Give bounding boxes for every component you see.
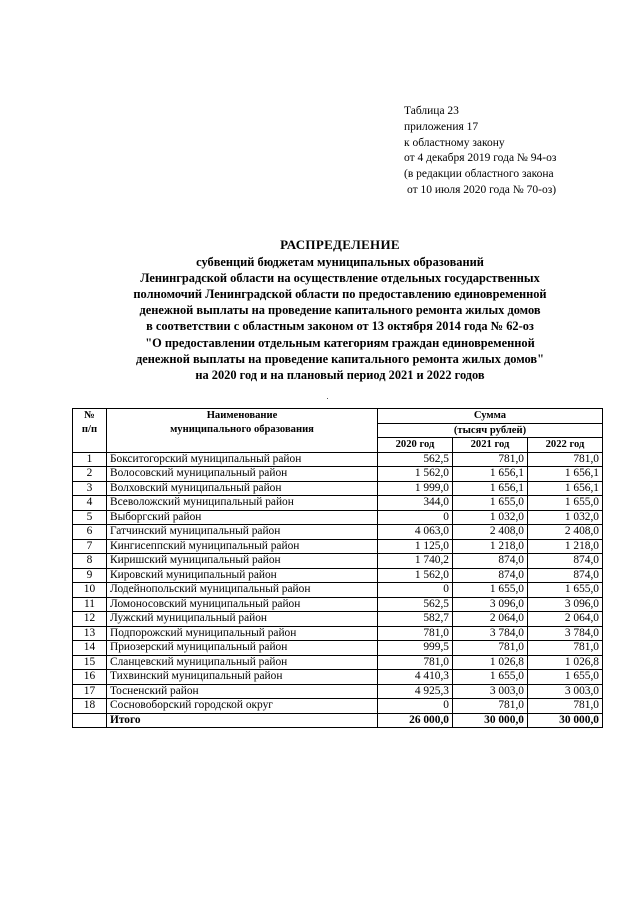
table-row xyxy=(73,554,603,569)
value-2020: 0 xyxy=(378,583,453,598)
value-2021: 1 655,0 xyxy=(453,670,528,685)
header-number xyxy=(73,409,107,453)
municipality-name: Приозерский муниципальный район xyxy=(107,641,378,656)
table-row xyxy=(73,670,603,685)
row-number: 8 xyxy=(73,554,107,569)
table-row xyxy=(73,496,603,511)
value-2021: 2 064,0 xyxy=(453,612,528,627)
municipality-name: Подпорожский муниципальный район xyxy=(107,626,378,641)
value-2021: 2 408,0 xyxy=(453,525,528,540)
municipality-name: Волховский муниципальный район xyxy=(107,481,378,496)
header-year-2020: 2020 год xyxy=(378,438,453,453)
row-number: 7 xyxy=(73,539,107,554)
row-number: 11 xyxy=(73,597,107,612)
reference-line: от 10 июля 2020 года № 70-оз) xyxy=(407,183,557,196)
table-row xyxy=(73,641,603,656)
municipality-name: Тосненский район xyxy=(107,684,378,699)
value-2020: 4 925,3 xyxy=(378,684,453,699)
value-2021: 1 032,0 xyxy=(453,510,528,525)
table-row xyxy=(73,525,603,540)
table-row xyxy=(73,626,603,641)
value-2022: 781,0 xyxy=(528,641,603,656)
value-2022: 874,0 xyxy=(528,554,603,569)
reference-line: приложения 17 xyxy=(404,120,479,133)
value-2020: 1 125,0 xyxy=(378,539,453,554)
document-reference xyxy=(404,104,556,199)
table-header-row xyxy=(73,409,603,424)
value-2020: 4 063,0 xyxy=(378,525,453,540)
value-2021: 1 218,0 xyxy=(453,539,528,554)
row-number: 2 xyxy=(73,467,107,482)
value-2022: 781,0 xyxy=(528,452,603,467)
reference-line: к областному закону xyxy=(404,136,505,149)
value-2020: 781,0 xyxy=(378,626,453,641)
value-2020: 781,0 xyxy=(378,655,453,670)
value-2021: 1 655,0 xyxy=(453,583,528,598)
value-2021: 1 656,1 xyxy=(453,467,528,482)
title-line: денежной выплаты на проведение капитального ремонта жилых домов xyxy=(139,303,541,318)
header-number-line2: п/п xyxy=(81,423,98,435)
reference-line: (в редакции областного закона xyxy=(404,168,554,181)
value-2021: 3 003,0 xyxy=(453,684,528,699)
value-2020: 26 000,0 xyxy=(378,713,453,728)
value-2022: 1 218,0 xyxy=(528,539,603,554)
value-2020: 1 740,2 xyxy=(378,554,453,569)
municipality-name: Лодейнопольский муниципальный район xyxy=(107,583,378,598)
value-2021: 30 000,0 xyxy=(453,713,528,728)
table-row xyxy=(73,452,603,467)
municipality-name: Ломоносовский муниципальный район xyxy=(107,597,378,612)
row-number: 17 xyxy=(73,684,107,699)
municipality-name: Киришский муниципальный район xyxy=(107,554,378,569)
reference-line: Таблица 23 xyxy=(404,105,459,117)
title-line: на 2020 год и на плановый период 2021 и 2022 годов xyxy=(195,367,485,382)
value-2021: 3 784,0 xyxy=(453,626,528,641)
title-line: Ленинградской области на осуществление отдельных государственных xyxy=(140,271,540,286)
table-row xyxy=(73,481,603,496)
table-row xyxy=(73,583,603,598)
value-2021: 3 096,0 xyxy=(453,597,528,612)
document-title xyxy=(60,237,620,383)
municipality-name: Волосовский муниципальный район xyxy=(107,467,378,482)
table-row xyxy=(73,684,603,699)
value-2020: 4 410,3 xyxy=(378,670,453,685)
title-line: "О предоставлении отдельным категориям граждан единовременной xyxy=(145,335,535,350)
municipality-name: Итого xyxy=(107,713,378,728)
row-number: 6 xyxy=(73,525,107,540)
value-2020: 562,5 xyxy=(378,597,453,612)
municipality-name: Гатчинский муниципальный район xyxy=(107,525,378,540)
municipality-name: Бокситогорский муниципальный район xyxy=(107,452,378,467)
municipality-name: Лужский муниципальный район xyxy=(107,612,378,627)
value-2020: 562,5 xyxy=(378,452,453,467)
value-2022: 1 026,8 xyxy=(528,655,603,670)
title-line: в соответствии с областным законом от 13 октября 2014 года № 62-оз xyxy=(146,319,534,334)
value-2020: 1 562,0 xyxy=(378,467,453,482)
value-2022: 1 655,0 xyxy=(528,496,603,511)
value-2022: 874,0 xyxy=(528,568,603,583)
municipality-name: Сланцевский муниципальный район xyxy=(107,655,378,670)
table-row xyxy=(73,699,603,714)
header-sum xyxy=(378,409,603,424)
row-number: 18 xyxy=(73,699,107,714)
title-line: субвенций бюджетам муниципальных образований xyxy=(196,255,484,270)
row-number: 4 xyxy=(73,496,107,511)
value-2020: 1 562,0 xyxy=(378,568,453,583)
municipality-name: Сосновоборский городской округ xyxy=(107,699,378,714)
header-name xyxy=(107,409,378,453)
row-number: 12 xyxy=(73,612,107,627)
value-2022: 781,0 xyxy=(528,699,603,714)
distribution-table xyxy=(72,408,603,728)
row-number xyxy=(73,713,107,728)
value-2022: 1 032,0 xyxy=(528,510,603,525)
value-2022: 1 656,1 xyxy=(528,467,603,482)
total-row xyxy=(73,713,603,728)
value-2020: 1 999,0 xyxy=(378,481,453,496)
value-2020: 0 xyxy=(378,510,453,525)
header-sum-units: (тысяч рублей) xyxy=(378,423,603,438)
table-row xyxy=(73,539,603,554)
header-number-line1: № xyxy=(84,410,95,421)
value-2020: 0 xyxy=(378,699,453,714)
value-2020: 582,7 xyxy=(378,612,453,627)
row-number: 5 xyxy=(73,510,107,525)
row-number: 1 xyxy=(73,452,107,467)
municipality-name: Кировский муниципальный район xyxy=(107,568,378,583)
value-2021: 781,0 xyxy=(453,452,528,467)
scan-speck xyxy=(327,398,328,399)
table-row xyxy=(73,597,603,612)
table-row xyxy=(73,568,603,583)
row-number: 16 xyxy=(73,670,107,685)
value-2021: 1 655,0 xyxy=(453,496,528,511)
title-line: полномочий Ленинградской области по предоставлению единовременной xyxy=(133,287,547,302)
value-2022: 2 064,0 xyxy=(528,612,603,627)
header-name-line2: муниципального образования xyxy=(170,423,314,435)
municipality-name: Выборгский район xyxy=(107,510,378,525)
table-row xyxy=(73,467,603,482)
value-2022: 2 408,0 xyxy=(528,525,603,540)
value-2022: 30 000,0 xyxy=(528,713,603,728)
table-row xyxy=(73,510,603,525)
value-2021: 781,0 xyxy=(453,699,528,714)
header-sum-line1: Сумма xyxy=(473,410,507,421)
table-row xyxy=(73,612,603,627)
header-year-2022: 2022 год xyxy=(528,438,603,453)
value-2021: 1 026,8 xyxy=(453,655,528,670)
value-2021: 1 656,1 xyxy=(453,481,528,496)
value-2021: 781,0 xyxy=(453,641,528,656)
row-number: 3 xyxy=(73,481,107,496)
value-2022: 1 656,1 xyxy=(528,481,603,496)
table-row xyxy=(73,655,603,670)
municipality-name: Тихвинский муниципальный район xyxy=(107,670,378,685)
municipality-name: Всеволожский муниципальный район xyxy=(107,496,378,511)
value-2022: 1 655,0 xyxy=(528,670,603,685)
header-year-2021: 2021 год xyxy=(453,438,528,453)
value-2022: 3 003,0 xyxy=(528,684,603,699)
reference-line: от 4 декабря 2019 года № 94-оз xyxy=(404,152,557,165)
row-number: 14 xyxy=(73,641,107,656)
row-number: 10 xyxy=(73,583,107,598)
title-heading: РАСПРЕДЕЛЕНИЕ xyxy=(280,237,400,252)
value-2021: 874,0 xyxy=(453,554,528,569)
row-number: 15 xyxy=(73,655,107,670)
row-number: 13 xyxy=(73,626,107,641)
title-line: денежной выплаты на проведение капитального ремонта жилых домов" xyxy=(136,351,544,366)
value-2022: 1 655,0 xyxy=(528,583,603,598)
value-2020: 999,5 xyxy=(378,641,453,656)
municipality-name: Кингисеппский муниципальный район xyxy=(107,539,378,554)
value-2022: 3 096,0 xyxy=(528,597,603,612)
value-2021: 874,0 xyxy=(453,568,528,583)
value-2020: 344,0 xyxy=(378,496,453,511)
header-name-line1: Наименование xyxy=(206,410,278,421)
row-number: 9 xyxy=(73,568,107,583)
value-2022: 3 784,0 xyxy=(528,626,603,641)
